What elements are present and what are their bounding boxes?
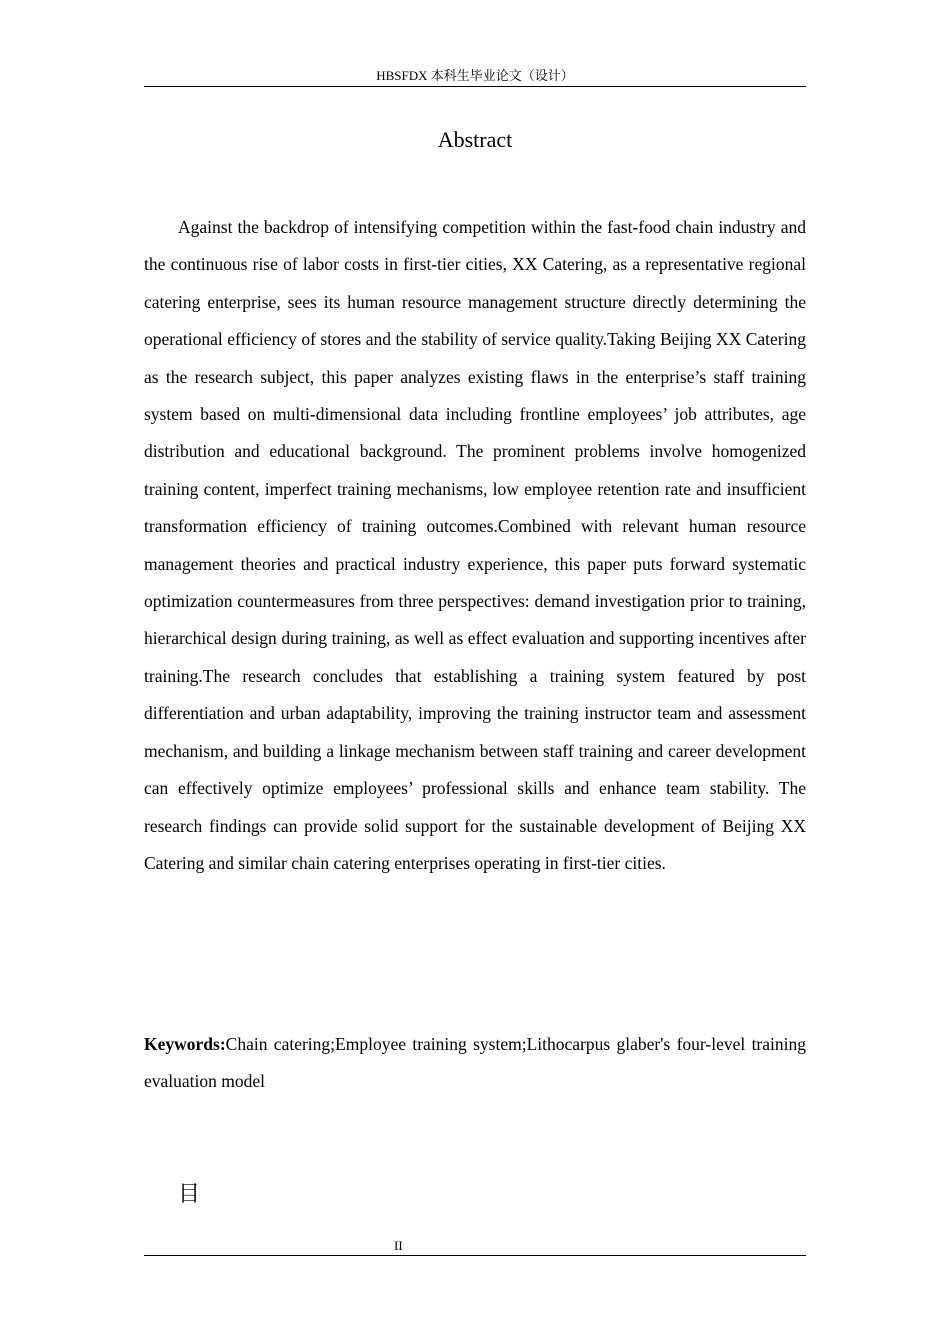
toc-heading: 目	[178, 1182, 201, 1207]
keywords-label: Keywords:	[144, 1034, 226, 1054]
keywords-paragraph	[144, 1026, 806, 1101]
keywords-text: Chain catering;Employee training system;Lithocarpus glaber's four-level training evaluation model	[144, 1034, 806, 1092]
abstract-body: Against the backdrop of intensifying competition within the fast-food chain industry and the continuous rise of labor costs in first-tier cities, XX Catering, as a representative regional catering enterprise, sees its human resource management structure directly determining the operational efficiency of stores and the stability of service quality.Taking Beijing XX Catering as the research subject, this paper analyzes existing flaws in the enterprise’s staff training system based on multi-dimensional data including frontline employees’ job attributes, age distribution and educational background. The prominent problems involve homogenized training content, imperfect training mechanisms, low employee retention rate and insufficient transformation efficiency of training outcomes.Combined with relevant human resource management theories and practical industry experience, this paper puts forward systematic optimization countermeasures from three perspectives: demand investigation prior to training, hierarchical design during training, as well as effect evaluation and supporting incentives after training.The research concludes that establishing a training system featured by post differentiation and urban adaptability, improving the training instructor team and assessment mechanism, and building a linkage mechanism between staff training and career development can effectively optimize employees’ professional skills and enhance team stability. The research findings can provide solid support for the sustainable development of Beijing XX Catering and similar chain catering enterprises operating in first-tier cities.	[144, 217, 806, 873]
page-header: HBSFDX 本科生毕业论文（设计）	[144, 66, 806, 87]
abstract-title: Abstract	[437, 127, 513, 152]
page-number: II	[394, 1238, 403, 1253]
page-footer	[144, 1236, 806, 1256]
